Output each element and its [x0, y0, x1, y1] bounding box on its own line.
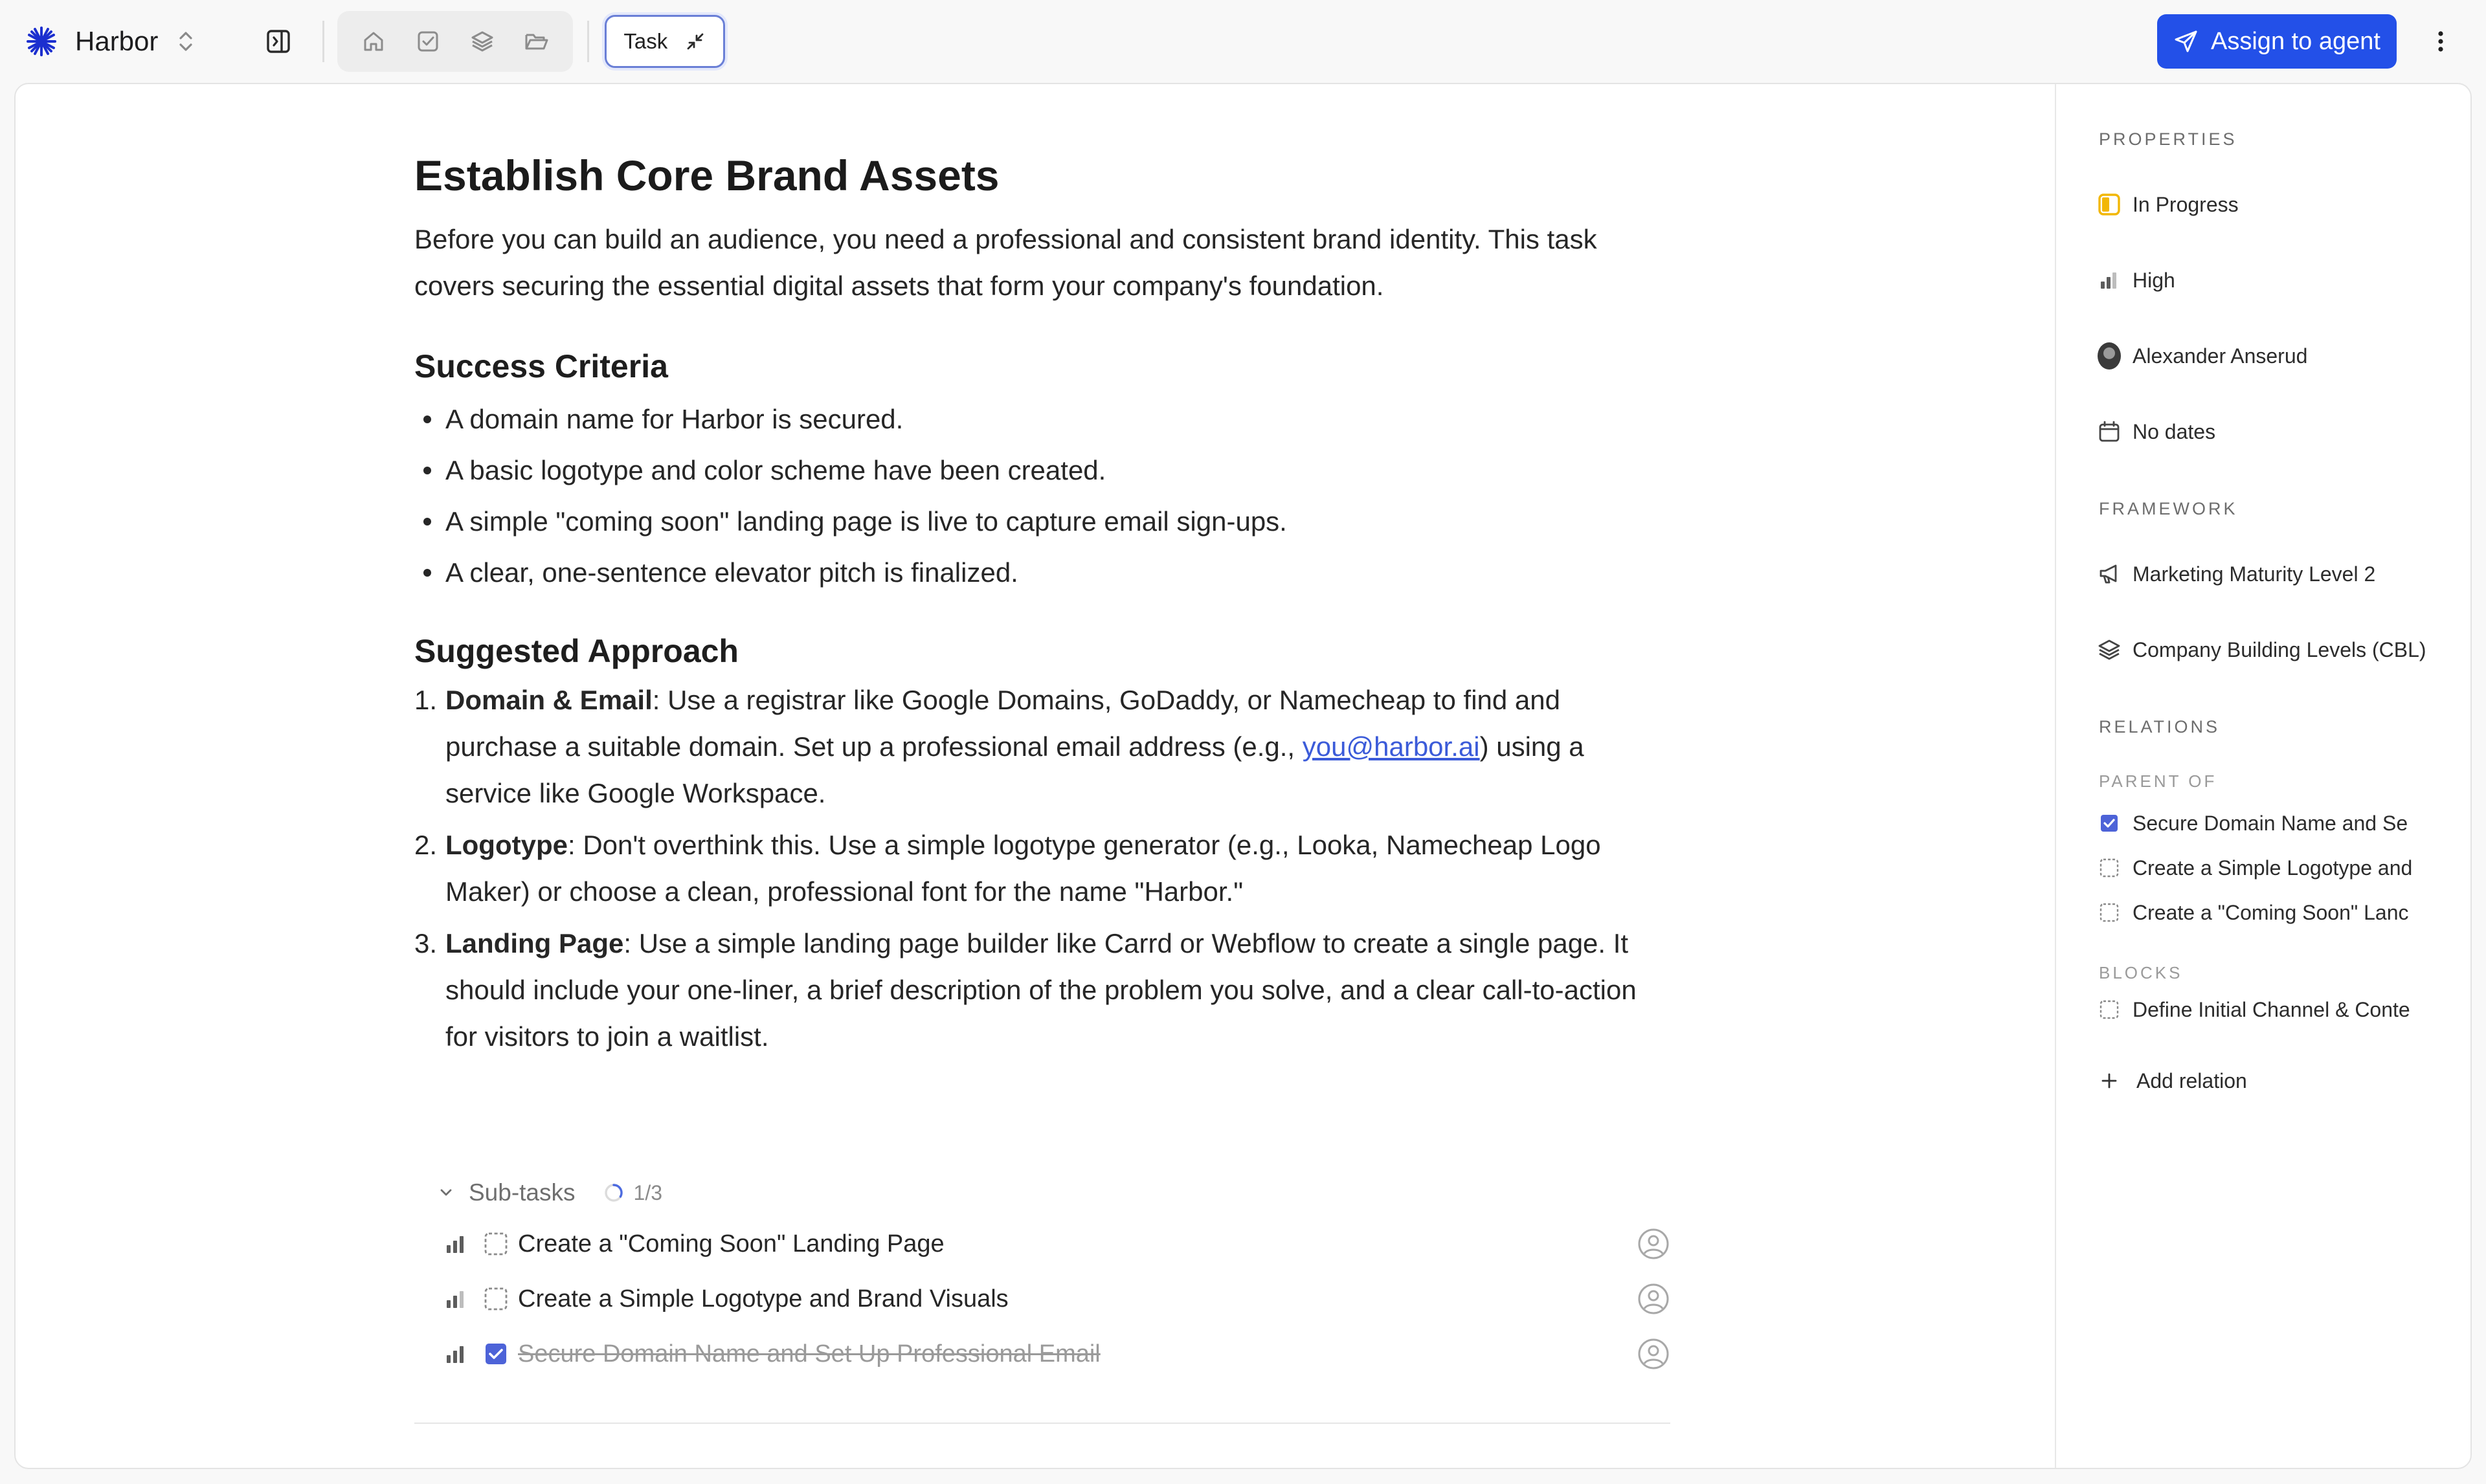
collapse-icon[interactable]	[684, 30, 706, 52]
folder-open-icon	[524, 29, 550, 54]
more-options-button[interactable]	[2419, 14, 2463, 69]
home-icon	[361, 29, 386, 54]
nav-group	[337, 11, 573, 72]
success-criteria-list	[414, 393, 1670, 598]
framework-item-label: Company Building Levels (CBL)	[2133, 637, 2426, 661]
priority-high-icon	[2098, 269, 2121, 292]
priority-high-icon[interactable]	[443, 1286, 469, 1312]
subtask-row[interactable]	[430, 1273, 1673, 1325]
workspace-name: Harbor	[75, 26, 159, 56]
relation-item[interactable]	[2098, 848, 2447, 887]
add-relation-button[interactable]	[2098, 1061, 2447, 1100]
list-item	[414, 677, 1670, 817]
unassigned-avatar-icon[interactable]	[1637, 1337, 1670, 1371]
status-property[interactable]	[2098, 185, 2447, 224]
relation-item[interactable]	[2098, 893, 2447, 932]
email-link[interactable]: you@harbor.ai	[1302, 731, 1480, 762]
assignee-value: Alexander Anserud	[2133, 344, 2308, 368]
relations-heading: RELATIONS	[2099, 717, 2221, 736]
status-value: In Progress	[2133, 192, 2239, 216]
step-text: : Don't overthink this. Use a simple logotype generator (e.g., Looka, Namecheap Logo Maker) or choose a clean, professional font for the name "Harbor."	[445, 830, 1601, 907]
priority-value: High	[2133, 268, 2175, 292]
todo-status-icon[interactable]	[483, 1231, 509, 1257]
task-view-chip[interactable]	[605, 15, 725, 68]
step-title: Domain & Email	[445, 685, 653, 715]
calendar-icon	[2098, 420, 2121, 443]
framework-heading: FRAMEWORK	[2099, 499, 2238, 518]
sidebar-toggle-button[interactable]	[250, 13, 307, 70]
relation-item[interactable]	[2098, 990, 2447, 1029]
task-title[interactable]: Establish Core Brand Assets	[414, 151, 1000, 199]
subtask-row[interactable]	[430, 1328, 1673, 1380]
add-relation-label: Add relation	[2136, 1069, 2247, 1092]
list-item: A simple "coming soon" landing page is live to capture email sign-ups.	[414, 496, 1670, 547]
divider	[414, 1423, 1670, 1424]
step-text: ) using a service like Google Workspace.	[445, 731, 1584, 808]
step-title: Landing Page	[445, 928, 624, 958]
relation-label: Create a Simple Logotype and	[2133, 856, 2413, 880]
subtask-label: Create a Simple Logotype and Brand Visuals	[518, 1285, 1009, 1312]
top-bar	[0, 0, 2486, 83]
todo-status-icon	[2098, 998, 2121, 1021]
subtasks-toggle[interactable]	[438, 1170, 662, 1215]
task-document[interactable]	[414, 146, 1670, 1065]
parent-of-heading: PARENT OF	[2099, 771, 2217, 791]
layers-icon	[470, 29, 495, 54]
assign-to-agent-button[interactable]	[2157, 14, 2397, 69]
subtask-row[interactable]	[430, 1218, 1673, 1270]
home-button[interactable]	[346, 14, 401, 69]
in-progress-icon	[2098, 193, 2121, 216]
relation-item[interactable]	[2098, 804, 2447, 843]
todo-status-icon[interactable]	[483, 1286, 509, 1312]
unassigned-avatar-icon[interactable]	[1637, 1227, 1670, 1261]
unassigned-avatar-icon[interactable]	[1637, 1282, 1670, 1316]
done-status-icon	[2098, 812, 2121, 835]
chevron-up-down-icon	[175, 28, 197, 54]
step-number: 1.	[414, 685, 438, 715]
blocks-heading: BLOCKS	[2099, 963, 2183, 982]
workspace-switcher[interactable]	[26, 9, 197, 74]
step-number: 3.	[414, 928, 438, 958]
priority-property[interactable]	[2098, 261, 2447, 300]
framework-item[interactable]	[2098, 555, 2447, 593]
sidebar-panel-icon	[265, 28, 291, 54]
relation-label: Secure Domain Name and Se	[2133, 811, 2408, 835]
priority-high-icon[interactable]	[443, 1231, 469, 1257]
folder-button[interactable]	[510, 14, 564, 69]
step-text: : Use a registrar like Google Domains, GoDaddy, or Namecheap to find and purchase a suitable domain. Set up a professional email address (e.g.,	[445, 685, 1560, 762]
subtask-label: Create a "Coming Soon" Landing Page	[518, 1230, 945, 1257]
success-criteria-heading: Success Criteria	[414, 348, 668, 384]
suggested-approach-list	[414, 677, 1670, 1060]
list-item: A clear, one-sentence elevator pitch is finalized.	[414, 547, 1670, 598]
task-detail-card	[14, 83, 2472, 1469]
send-icon	[2173, 28, 2199, 54]
properties-panel	[2055, 84, 2472, 1469]
assignee-property[interactable]	[2098, 337, 2447, 375]
properties-heading: PROPERTIES	[2099, 129, 2237, 149]
list-item: A domain name for Harbor is secured.	[414, 393, 1670, 445]
assign-to-agent-label: Assign to agent	[2211, 27, 2380, 55]
suggested-approach-heading: Suggested Approach	[414, 633, 739, 669]
harbor-logo-icon	[26, 26, 57, 57]
step-title: Logotype	[445, 830, 568, 860]
relation-label: Create a "Coming Soon" Lanc	[2133, 900, 2409, 924]
subtasks-count: 1/3	[633, 1180, 662, 1204]
avatar	[2098, 344, 2121, 368]
todo-status-icon	[2098, 901, 2121, 924]
megaphone-icon	[2098, 562, 2121, 586]
subtasks-label: Sub-tasks	[469, 1179, 576, 1206]
divider	[322, 21, 324, 62]
relation-label: Define Initial Channel & Conte	[2133, 997, 2410, 1021]
framework-item-label: Marketing Maturity Level 2	[2133, 562, 2376, 586]
layers-icon	[2098, 638, 2121, 661]
subtask-label: Secure Domain Name and Set Up Professional Email	[518, 1340, 1101, 1368]
chevron-down-icon	[438, 1184, 454, 1201]
divider	[587, 21, 589, 62]
step-number: 2.	[414, 830, 438, 860]
todo-status-icon	[2098, 856, 2121, 880]
list-item: A basic logotype and color scheme have been created.	[414, 445, 1670, 496]
dates-property[interactable]	[2098, 412, 2447, 451]
more-vertical-icon	[2437, 30, 2445, 53]
priority-high-icon[interactable]	[443, 1341, 469, 1367]
tasks-button[interactable]	[401, 14, 455, 69]
list-item	[414, 822, 1670, 915]
step-text: : Use a simple landing page builder like Carrd or Webflow to create a single page. It should include your one-liner, a brief description of the problem you solve, and a clear call-to-action for visitors to join a waitlist.	[445, 928, 1637, 1052]
layers-button[interactable]	[455, 14, 510, 69]
progress-ring-icon	[603, 1182, 625, 1204]
framework-item[interactable]	[2098, 630, 2447, 669]
done-status-icon[interactable]	[483, 1341, 509, 1367]
dates-value: No dates	[2133, 419, 2216, 443]
task-intro[interactable]: Before you can build an audience, you need a professional and consistent brand identity. This task covers securing the essential digital assets that form your company's foundation.	[414, 224, 1597, 301]
checkbox-icon	[416, 29, 440, 54]
plus-icon	[2098, 1069, 2121, 1092]
list-item	[414, 920, 1670, 1060]
task-chip-label: Task	[623, 29, 668, 53]
